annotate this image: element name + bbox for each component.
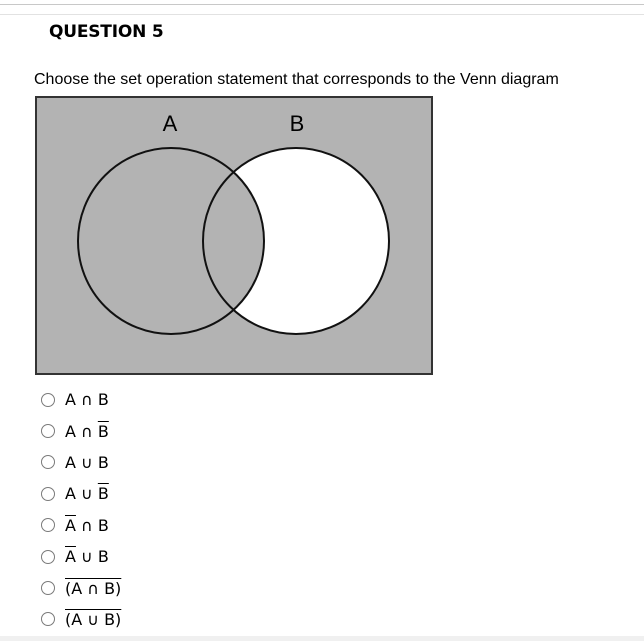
option-label: (A ∪ B) — [65, 609, 122, 629]
option-label: A ∩ B — [65, 390, 109, 410]
option-a-union-b[interactable] — [41, 447, 121, 478]
radio-button[interactable] — [41, 612, 55, 626]
venn-label-b: B — [289, 111, 305, 136]
radio-button[interactable] — [41, 424, 55, 438]
option-not-a-union-b[interactable] — [41, 541, 121, 572]
header-divider — [0, 14, 644, 15]
radio-button[interactable] — [41, 487, 55, 501]
option-a-union-not-b[interactable] — [41, 478, 121, 509]
option-label: A ∪ B — [65, 452, 109, 472]
question-title: QUESTION 5 — [49, 22, 164, 42]
venn-label-a: A — [162, 111, 178, 136]
top-divider — [0, 4, 644, 5]
radio-button[interactable] — [41, 455, 55, 469]
option-label: (A ∩ B) — [65, 578, 122, 598]
radio-button[interactable] — [41, 581, 55, 595]
option-a-intersect-not-b[interactable] — [41, 415, 121, 446]
option-a-intersect-b[interactable] — [41, 384, 121, 415]
radio-button[interactable] — [41, 393, 55, 407]
option-label: $\overline{A}$ ∩ B — [65, 515, 109, 535]
option-label: A ∪ $\overline{B}$ — [65, 484, 109, 504]
venn-diagram — [35, 96, 434, 377]
option-label: A ∩ $\overline{B}$ — [65, 421, 109, 441]
bottom-divider — [0, 636, 644, 641]
answer-options — [41, 384, 121, 635]
option-not-a-union-b-complement[interactable] — [41, 604, 121, 635]
radio-button[interactable] — [41, 550, 55, 564]
option-not-a-intersect-b-complement[interactable] — [41, 572, 121, 603]
radio-button[interactable] — [41, 518, 55, 532]
option-not-a-intersect-b[interactable] — [41, 510, 121, 541]
question-prompt: Choose the set operation statement that corresponds to the Venn diagram — [34, 71, 559, 88]
option-label: $\overline{A}$ ∪ B — [65, 547, 109, 567]
